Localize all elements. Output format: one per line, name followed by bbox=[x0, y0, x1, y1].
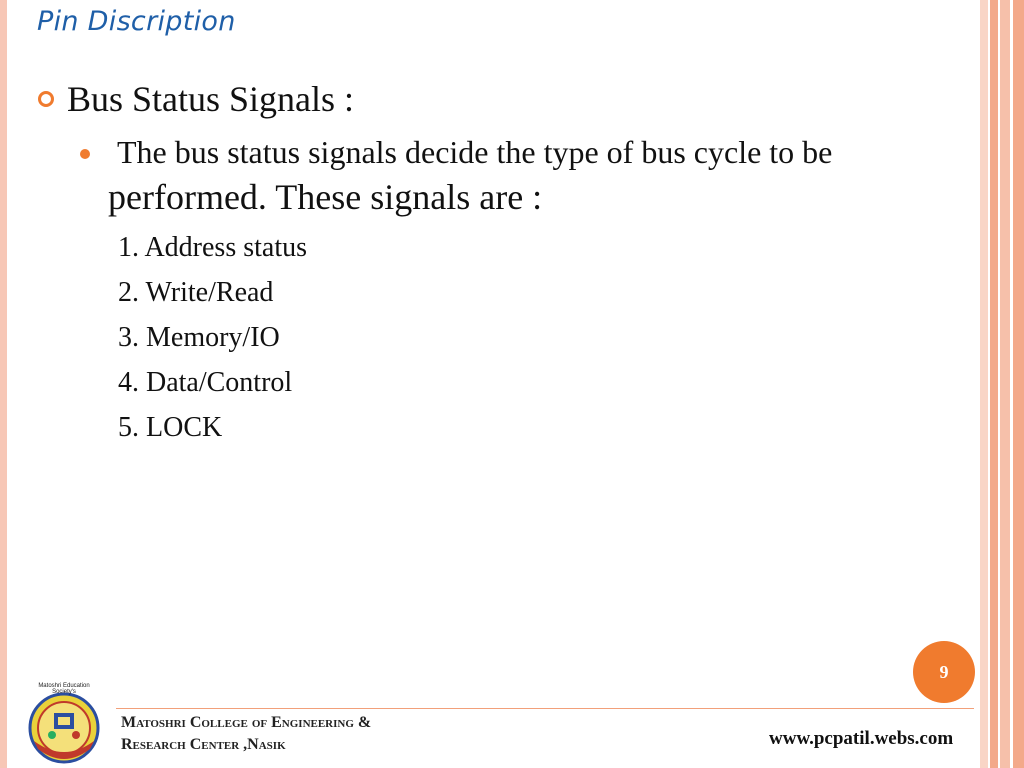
page-number-badge: 9 bbox=[913, 641, 975, 703]
list-item: 4. Data/Control bbox=[118, 367, 293, 398]
dot-bullet-icon bbox=[80, 149, 90, 159]
right-decorative-stripes bbox=[980, 0, 1024, 768]
list-item: 1. Address status bbox=[118, 232, 307, 263]
website-url: www.pcpatil.webs.com bbox=[769, 728, 954, 749]
stripe bbox=[1000, 0, 1010, 768]
bullet-text-line2: performed. These signals are : bbox=[108, 177, 543, 217]
stripe bbox=[980, 0, 988, 768]
college-name-line1: Matoshri College of Engineering & bbox=[121, 714, 372, 731]
college-name bbox=[121, 712, 371, 756]
list-item: 2. Write/Read bbox=[118, 277, 274, 308]
college-logo bbox=[24, 683, 104, 765]
left-border-stripe bbox=[0, 0, 7, 768]
stripe bbox=[1013, 0, 1024, 768]
list-item: 5. LOCK bbox=[118, 412, 223, 443]
bullet-text-line1: The bus status signals decide the type of bus cycle to be bbox=[117, 134, 833, 170]
ring-bullet-icon bbox=[38, 91, 54, 107]
list-item: 3. Memory/IO bbox=[118, 322, 280, 353]
slide-heading: Bus Status Signals : bbox=[67, 79, 355, 119]
signal-list bbox=[118, 230, 307, 455]
stripe bbox=[990, 0, 998, 768]
logo-caption: Matoshri Education Society's bbox=[38, 683, 90, 695]
footer-divider bbox=[116, 708, 974, 709]
college-name-line2: Research Center ,Nasik bbox=[121, 736, 286, 753]
slide-title: Pin Discription bbox=[37, 6, 236, 37]
